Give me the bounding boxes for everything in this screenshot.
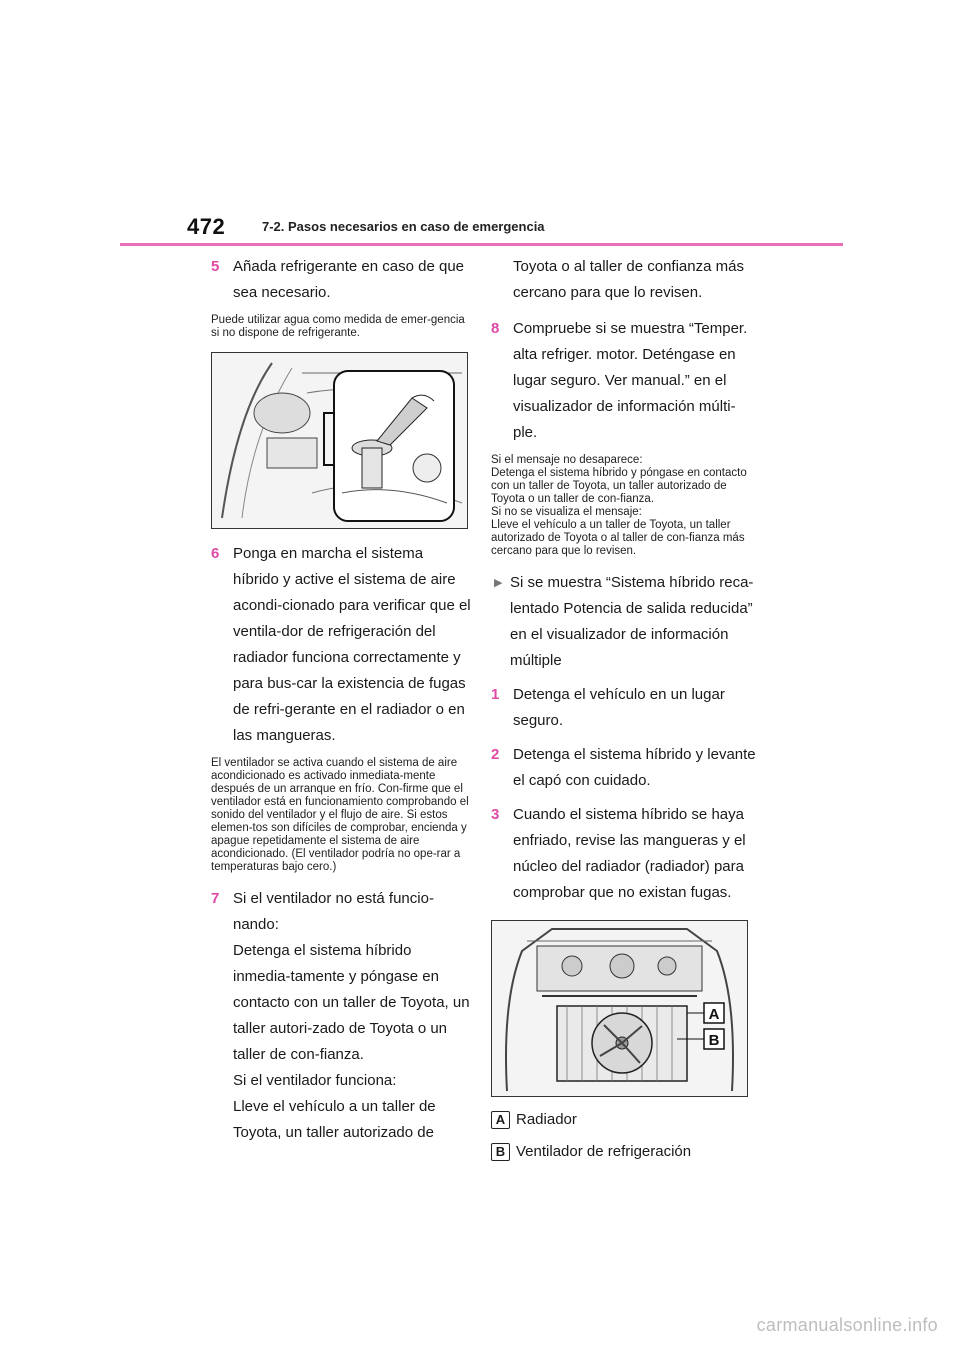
- step-text: Ponga en marcha el sistema híbrido y active el sistema de aire acondi-cionado para verificar que el ventila-dor de refrigeración del radiador funciona correctamente y para bus-car la existencia de fugas de refri-gerante en el radiador o en las mangueras.: [233, 545, 471, 744]
- note-line: Si el mensaje no desaparece:: [491, 454, 643, 466]
- right-column: [491, 254, 756, 1173]
- engine-bay-drawing: [492, 921, 747, 1096]
- step-5: [211, 254, 471, 306]
- engine-coolant-illustration: [211, 352, 468, 529]
- coolant-fill-drawing: [212, 353, 467, 528]
- step-text: Si el ventilador no está funcio-nando:: [233, 890, 434, 933]
- step-number: 5: [211, 258, 220, 275]
- note-line: Lleve el vehículo a un taller de Toyota, un taller autorizado de Toyota o al taller de con-fianza más cercano para que lo revisen.: [491, 519, 745, 557]
- condition-bullet: [491, 570, 756, 674]
- page-number: 472: [187, 214, 226, 239]
- step-text: Cuando el sistema híbrido se haya enfriado, revise las mangueras y el núcleo del radiador (radiador) para comprobar que no existan fugas.: [513, 806, 746, 901]
- step-7-detail-b: Si el ventilador funciona:: [233, 1072, 397, 1089]
- step-7-detail-c: Lleve el vehículo a un taller de Toyota, un taller autorizado de: [233, 1098, 436, 1141]
- step-number: 2: [491, 746, 500, 763]
- step-text: Añada refrigerante en caso de que sea necesario.: [233, 258, 464, 301]
- substep-2: [491, 742, 756, 794]
- note-step-6: El ventilador se activa cuando el sistema de aire acondicionado es activado inmediata-mente después de un arranque en frío. Con-firme que el ventilador está en funcionamiento comprobando el sonido del ventilador y el flujo de aire. Si estos elemen-tos son difíciles de comprobar, encienda y apague repetidamente el sistema de aire acondicionado. (El ventilador podría no ope-rar a temperaturas bajo cero.): [211, 757, 469, 873]
- step-number: 7: [211, 890, 220, 907]
- figure-label-a: A: [708, 1006, 720, 1023]
- substep-1: [491, 682, 756, 734]
- radiator-illustration: [491, 920, 748, 1097]
- figure-label-b: B: [708, 1032, 720, 1049]
- legend-text: Ventilador de refrigeración: [516, 1143, 692, 1160]
- step-7-detail-a: Detenga el sistema híbrido inmedia-tamente y póngase en contacto con un taller de Toyota, un taller autori-zado de Toyota o un taller de con-fianza.: [233, 942, 470, 1063]
- triangle-bullet-icon: ▶: [494, 577, 503, 589]
- legend-badge: A: [491, 1111, 510, 1129]
- step-number: 1: [491, 686, 500, 703]
- step-7-continuation: Toyota o al taller de confianza más cercano para que lo revisen.: [513, 258, 744, 301]
- substep-3: [491, 802, 756, 906]
- legend-item-radiator: [491, 1109, 756, 1131]
- step-number: 6: [211, 545, 220, 562]
- step-6: [211, 541, 471, 749]
- legend-item-fan: [491, 1141, 756, 1163]
- step-8: [491, 316, 756, 446]
- step-number: 8: [491, 320, 500, 337]
- note-line: Detenga el sistema híbrido y póngase en contacto con un taller de Toyota, un taller autorizado de Toyota o un taller de con-fianza.: [491, 467, 747, 505]
- step-number: 3: [491, 806, 500, 823]
- note-step-8: [491, 454, 756, 558]
- bullet-text: Si se muestra “Sistema híbrido reca-lentado Potencia de salida reducida” en el visualizador de información múltiple: [510, 574, 754, 669]
- note-line: Si no se visualiza el mensaje:: [491, 506, 642, 518]
- header-rule: [120, 243, 843, 246]
- step-7: [211, 886, 471, 938]
- watermark: carmanualsonline.info: [756, 1315, 938, 1335]
- legend-badge: B: [491, 1143, 510, 1161]
- legend-text: Radiador: [516, 1111, 577, 1128]
- step-text: Compruebe si se muestra “Temper. alta refriger. motor. Deténgase en lugar seguro. Ver manual.” en el visualizador de información múlti-ple.: [513, 320, 748, 441]
- left-column: [211, 254, 471, 1156]
- note-step-5: Puede utilizar agua como medida de emer-gencia si no dispone de refrigerante.: [211, 314, 465, 339]
- step-text: Detenga el vehículo en un lugar seguro.: [513, 686, 725, 729]
- step-text: Detenga el sistema híbrido y levante el capó con cuidado.: [513, 746, 756, 789]
- section-title: 7-2. Pasos necesarios en caso de emergencia: [262, 219, 545, 234]
